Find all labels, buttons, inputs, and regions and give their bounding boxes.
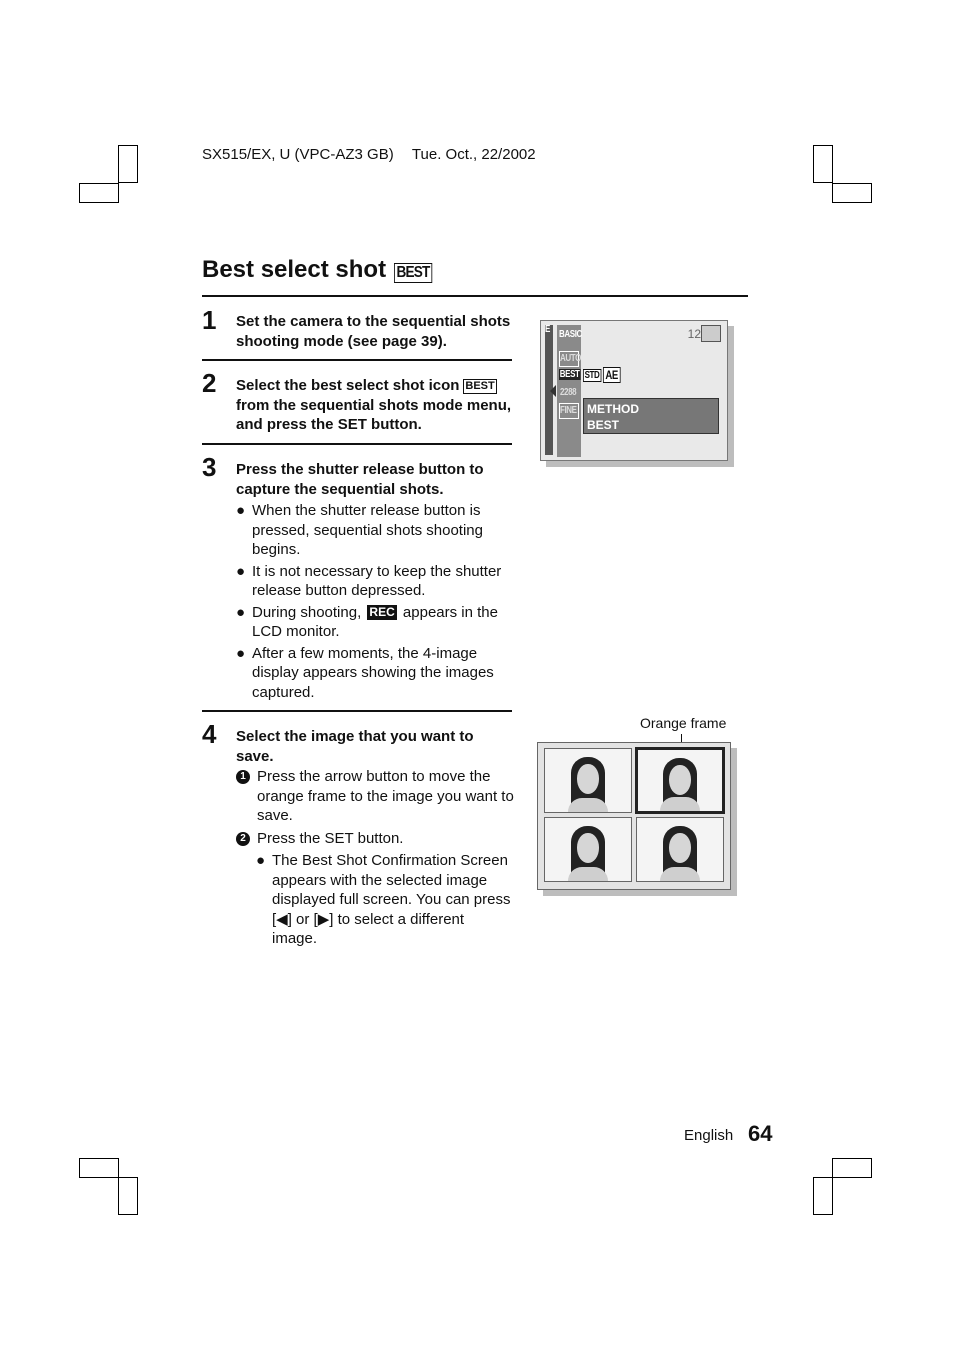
bullet-text: After a few moments, the 4-image display appears showing the images captured. xyxy=(252,644,494,701)
crop-mark xyxy=(118,1177,138,1215)
bullet-text: The Best Shot Confirmation Screen appears with the selected image displayed full screen. You can press [◀] or [▶] to select a different image. xyxy=(272,852,511,947)
title-divider xyxy=(202,295,748,297)
step-3-bullets xyxy=(236,501,512,704)
list-item xyxy=(236,767,516,826)
lcd-bar-letter: E xyxy=(545,324,550,335)
bullet-text: appears in the LCD monitor. xyxy=(252,603,498,640)
list-item: ● When the shutter release button is pressed, sequential shots shooting begins. xyxy=(236,502,483,558)
lcd-label: FINE xyxy=(560,405,577,416)
footer-language: English xyxy=(684,1127,734,1144)
lcd-menu-line: BEST xyxy=(587,418,620,432)
list-item: ● After a few moments, the 4-image display appears showing the images captured. xyxy=(236,644,494,701)
thumbnail-photo-selected xyxy=(635,747,725,814)
step-2-text xyxy=(236,376,512,435)
lcd-label: AUTO xyxy=(560,353,581,364)
crop-mark xyxy=(813,145,833,183)
sequential-shots-icon xyxy=(701,325,721,342)
step-number: 1 xyxy=(202,305,217,335)
page-number: 64 xyxy=(748,1121,773,1146)
list-item: ● It is not necessary to keep the shutter release button depressed. xyxy=(236,562,502,599)
best-icon: BEST xyxy=(394,263,432,283)
page-title-text: Best select shot xyxy=(202,256,387,283)
header-date: Tue. Oct., 22/2002 xyxy=(411,146,536,163)
orange-frame-callout: Orange frame xyxy=(640,715,727,731)
step-4-text: Select the image that you want to save. xyxy=(236,728,474,765)
crop-mark xyxy=(832,183,872,203)
step-number: 4 xyxy=(202,719,217,749)
step-divider xyxy=(202,710,512,712)
header-model: SX515/EX, U (VPC-AZ3 GB) xyxy=(202,146,394,163)
step-2-text-after: from the sequential shots mode menu, and press the SET button. xyxy=(236,396,512,433)
lcd-label: BEST xyxy=(559,369,580,380)
thumbnail-photo xyxy=(544,817,632,882)
substep-text: Press the arrow button to move the orange frame to the image you want to save. xyxy=(257,768,514,824)
header-meta xyxy=(202,146,536,163)
lcd-method-menu xyxy=(583,398,719,434)
arrow-left-icon xyxy=(550,385,556,397)
page-title xyxy=(202,256,439,284)
list-item: ● The Best Shot Confirmation Screen appears with the selected image displayed full screen. You can press [◀] or [▶] to select a different image. xyxy=(256,852,511,947)
crop-mark xyxy=(79,183,119,203)
crop-mark xyxy=(813,1177,833,1215)
step-3-text: Press the shutter release button to capture the sequential shots. xyxy=(236,461,484,498)
thumbnail-photo xyxy=(636,817,724,882)
thumbnail-photo xyxy=(544,748,632,813)
bullet-text: During shooting, xyxy=(252,603,362,621)
list-item: ● During shooting, REC appears in the LCD monitor. xyxy=(236,603,498,640)
substep-text: Press the SET button. xyxy=(257,829,404,847)
rec-icon: REC xyxy=(369,604,395,619)
lcd-menu-line: METHOD xyxy=(587,402,639,416)
step-divider xyxy=(202,443,512,445)
list-item xyxy=(236,829,516,849)
step-2-text-before: Select the best select shot icon xyxy=(236,377,460,394)
circled-number: 1 xyxy=(236,770,250,784)
lcd-shot-count: 12 xyxy=(687,327,701,341)
crop-mark xyxy=(832,1158,872,1178)
step-number: 3 xyxy=(202,452,217,482)
step-1-text: Set the camera to the sequential shots shooting mode (see page 39). xyxy=(236,313,511,350)
four-image-display xyxy=(537,742,731,890)
best-icon: BEST xyxy=(465,380,495,392)
circled-number: 2 xyxy=(236,832,250,846)
bullet-text: It is not necessary to keep the shutter release button depressed. xyxy=(252,562,502,599)
crop-mark xyxy=(118,145,138,183)
step-divider xyxy=(202,359,512,361)
lcd-label: BASIC xyxy=(559,329,582,340)
step-4-note xyxy=(256,851,512,951)
lcd-mode-column xyxy=(557,325,581,457)
lcd-screen-illustration xyxy=(540,320,728,461)
crop-mark xyxy=(79,1158,119,1178)
step-4-substeps xyxy=(236,767,516,851)
lcd-label: 2288 xyxy=(560,387,577,398)
step-number: 2 xyxy=(202,368,217,398)
lcd-std-label: STD xyxy=(584,370,600,381)
lcd-ae-label: AE xyxy=(603,367,620,383)
bullet-text: When the shutter release button is pressed, sequential shots shooting begins. xyxy=(252,502,483,558)
